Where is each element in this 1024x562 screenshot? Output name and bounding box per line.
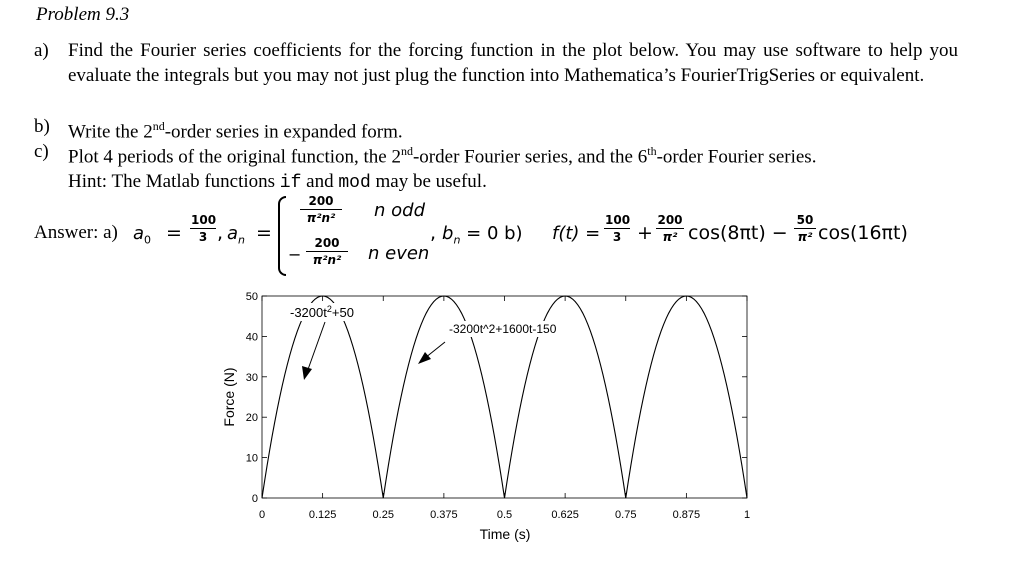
y-axis-label: Force (N) [221,367,237,427]
a0-equals: = [166,222,182,244]
plus-sign: + [637,222,653,244]
case1-condition: n odd [374,200,425,221]
x-tick-label: 0.75 [615,509,637,521]
a0-symbol: $a_0$ [133,223,152,247]
y-tick-label: 40 [245,331,258,344]
y-tick-label: 50 [245,291,258,303]
x-tick-label: 0.625 [551,509,579,521]
x-tick-label: 1 [743,509,751,521]
answer-prefix: Answer: a) [34,222,118,243]
y-tick-label: 0 [251,493,258,505]
f-fraction-3: $\frac{50}{\text{π²}}$ [794,213,816,244]
y-tick-label: 20 [245,412,258,425]
part-b-label: b) [34,116,50,137]
y-tick-label: 30 [245,371,258,384]
case2-condition: n even [368,243,430,264]
x-tick-label: 0.375 [430,509,458,521]
annotation-1 [288,303,366,321]
part-b-text: Write the 2nd-order series in expanded form. [68,119,403,143]
code-if: if [279,173,302,194]
cos-term-2: cos(16πt) [818,222,908,244]
code-mod: mod [338,173,371,194]
case1-fraction: $\frac{200}{\text{π²n²}}$ [300,194,342,225]
x-tick-label: 0.125 [308,509,337,521]
a0-fraction: $\frac{100}{3}$ [191,213,217,244]
y-tick-label: 10 [245,452,258,465]
x-tick-label: 0.25 [372,509,394,521]
x-tick-label: 0 [258,509,266,521]
part-c-label: c) [34,141,49,162]
cos-term-1: cos(8πt) − [688,222,788,244]
case2-sign: − [288,245,302,264]
ft-expression: f(t) = [552,223,601,244]
x-tick-label: 0.875 [672,509,701,521]
part-a-label: a) [34,40,49,61]
case2-fraction: $\frac{200}{\text{π²n²}}$ [306,236,348,267]
an-equals: = [256,222,272,244]
f-fraction-2: $\frac{200}{\text{π²}}$ [657,213,683,244]
an-symbol: $a_n$ [227,223,246,247]
problem-title: Problem 9.3 [36,4,130,25]
comma-1: , [217,222,224,244]
svg-text:-3200t^2+1600t-150: -3200t^2+1600t-150 [449,322,557,336]
bn-expression: $b_n = 0$ b) [442,223,523,247]
part-a-text: Find the Fourier series coefficients for the forcing function in the plot below. You may use software to help you evaluate the integrals but you may not just plug the function into Mathematica’s FourierTrigSeries or equivalent. [68,40,958,86]
part-c-text: Plot 4 periods of the original function, the 2nd-order Fourier series, and the 6th-order Fourier series. Hint: The Matlab functions if and mod may be useful. [68,144,817,194]
x-tick-label: 0.5 [496,509,513,521]
x-axis-label: Time (s) [479,526,531,542]
annotation-2 [447,321,573,337]
svg-text:-3200t2+50: $-3200t^2+50$ [290,304,354,320]
comma-2: , [430,222,437,244]
f-fraction-1: $\frac{100}{3}$ [605,213,631,244]
